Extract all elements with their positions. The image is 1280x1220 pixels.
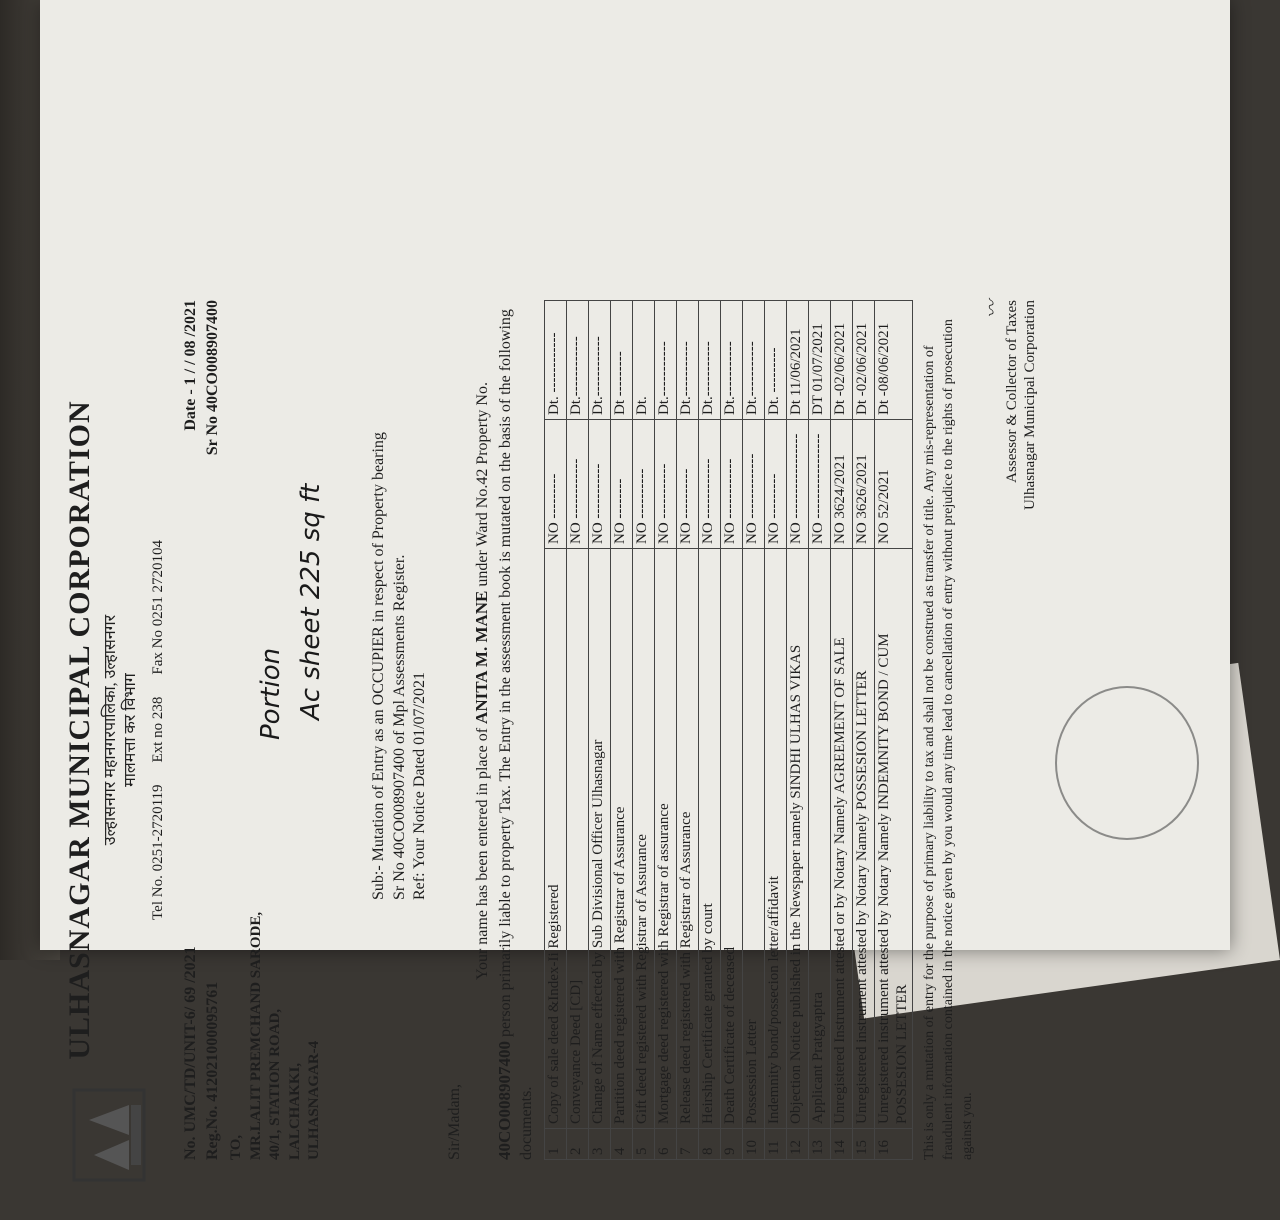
address-line: ULHASNAGAR-4 <box>306 1040 323 1160</box>
address-line: 40/1, STATION ROAD, <box>267 1008 284 1160</box>
row-description: Partition deed registered with Registrar of Assurance <box>610 549 632 1129</box>
row-doc-no: NO 3624/2021 <box>830 420 852 549</box>
row-doc-no: NO ---------- <box>632 420 654 549</box>
row-doc-no: NO ------------ <box>698 420 720 549</box>
row-description: Applicant Pratgyaptra <box>808 549 830 1129</box>
owner-name: ANITA M. MANE <box>472 590 492 724</box>
signature-scrawl: 〰 <box>981 300 1003 318</box>
table-row <box>830 301 852 1160</box>
row-doc-no: NO 3626/2021 <box>852 420 874 549</box>
row-date: Dt.----------- <box>676 301 698 420</box>
subject-block <box>369 300 431 900</box>
row-doc-no: NO ----------------- <box>786 420 808 549</box>
ref-number: No. UMC/TD/UNIT-6/ 69 /2021 <box>182 946 200 1160</box>
row-description: Objection Notice published in the Newspaper namely SINDHI ULHAS VIKAS <box>786 549 808 1129</box>
ref-date: Date - 1 / / 08 /2021 <box>182 300 200 431</box>
table-row <box>698 301 720 1160</box>
row-date: Dt.----------- <box>698 301 720 420</box>
fax-number: Fax No 0251 2720104 <box>149 540 166 675</box>
ref-row-1 <box>181 300 201 1160</box>
table-row <box>566 301 588 1160</box>
round-stamp <box>1055 686 1199 840</box>
table-row <box>720 301 742 1160</box>
row-description: Copy of sale deed &Index-Ii Registered <box>544 549 566 1129</box>
table-row <box>676 301 698 1160</box>
row-description: Unregistered instrument attested by Notary Namely POSSESION LETTER <box>852 549 874 1129</box>
table-row <box>764 301 786 1160</box>
corporation-logo-icon <box>59 1070 169 1200</box>
row-date: Dt.------------ <box>566 301 588 420</box>
row-number: 6 <box>654 1129 676 1160</box>
row-number: 13 <box>808 1129 830 1160</box>
row-doc-no: NO ------------ <box>720 420 742 549</box>
address-line: MR.LALIT PREMCHAND SARODE, <box>247 911 264 1160</box>
handwritten-sheet-note: Ac sheet 225 sq ft <box>296 483 326 720</box>
row-number: 4 <box>610 1129 632 1160</box>
signature-org: Ulhasnagar Municipal Corporation <box>1022 300 1039 510</box>
row-description: Gift deed registered with Registrar of Assurance <box>632 549 654 1129</box>
footer-disclaimer: This is only a mutation of entry for the purpose of primary liability to tax and shall not be construed as transfer of title. Any mis-representation of fraudulent information contained in the notice given by you would any time lead to cancellation of entry without prejudice to the rights of prosecution against you. <box>922 319 975 1160</box>
row-date: Dt. --------- <box>764 301 786 420</box>
tel-number: Tel No. 0251-2720119 <box>149 784 166 920</box>
row-doc-no: NO --------- <box>764 420 786 549</box>
row-number: 3 <box>588 1129 610 1160</box>
row-number: 16 <box>874 1129 913 1160</box>
table-row <box>742 301 764 1160</box>
documents-table <box>544 300 914 1160</box>
row-doc-no: NO ----------- <box>654 420 676 549</box>
contact-row <box>149 300 168 1160</box>
row-doc-no: NO ----------------- <box>808 420 830 549</box>
row-number: 10 <box>742 1129 764 1160</box>
body-paragraph: Your name has been entered in place of ANITA M. MANE under Ward No.42 Property No. 40CO008907400 person primarily liable to property Tax. The Entry in the assessment book is mutated on the basis of the following documents. <box>472 309 535 1160</box>
row-description: Mortgage deed registered with Registrar of assurance <box>654 549 676 1129</box>
row-description: Release deed registered with Registrar of Assurance <box>676 549 698 1129</box>
header-department-hindi: मालमत्ता कर विभाग <box>121 673 139 787</box>
ext-number: Ext no 238 <box>149 696 166 763</box>
row-date: Dt --------- <box>610 301 632 420</box>
property-number: 40CO008907400 <box>494 1041 514 1160</box>
row-doc-no: NO -------- <box>610 420 632 549</box>
subject-line: Sub:- Mutation of Entry as an OCCUPIER in respect of Property bearing <box>369 432 387 900</box>
ref-row-2 <box>203 300 223 1160</box>
row-number: 1 <box>544 1129 566 1160</box>
row-number: 2 <box>566 1129 588 1160</box>
row-date: Dt -02/06/2021 <box>830 301 852 420</box>
row-number: 14 <box>830 1129 852 1160</box>
row-date: Dt. <box>632 301 654 420</box>
row-doc-no: NO ------------ <box>566 420 588 549</box>
signature-block <box>982 300 1040 1160</box>
row-doc-no: NO --------- <box>544 420 566 549</box>
row-date: Dt.------------ <box>588 301 610 420</box>
row-date: Dt -02/06/2021 <box>852 301 874 420</box>
row-number: 11 <box>764 1129 786 1160</box>
row-number: 15 <box>852 1129 874 1160</box>
row-description: Unregistered Instrument attested or by Notary Namely AGREEMENT OF SALE <box>830 549 852 1129</box>
address-to: TO, <box>228 1134 245 1160</box>
row-number: 9 <box>720 1129 742 1160</box>
row-number: 12 <box>786 1129 808 1160</box>
row-doc-no: NO ------------- <box>742 420 764 549</box>
subject-line: Sr No 40CO008907400 of Mpl Assessments Register. <box>390 554 408 900</box>
row-date: Dt.----------- <box>654 301 676 420</box>
row-date: Dt 11/06/2021 <box>786 301 808 420</box>
table-row <box>610 301 632 1160</box>
row-date: Dt.----------- <box>742 301 764 420</box>
document-rotated <box>55 300 1195 1220</box>
table-row <box>632 301 654 1160</box>
row-description: Heirship Certificate granted by court <box>698 549 720 1129</box>
salutation: Sir/Madam, <box>446 1084 464 1160</box>
row-description: Indemnity bond/possecion letter/affidavit <box>764 549 786 1129</box>
row-date: Dt -08/06/2021 <box>874 301 913 420</box>
row-number: 7 <box>676 1129 698 1160</box>
row-doc-no: NO 52/2021 <box>874 420 913 549</box>
row-doc-no: NO ---------- <box>676 420 698 549</box>
table-row <box>544 301 566 1160</box>
subject-ref: Ref: Your Notice Dated 01/07/2021 <box>411 672 429 900</box>
reg-number: Reg.No. 412021000095761 <box>204 981 222 1160</box>
row-description: Death Certificate of deceased <box>720 549 742 1129</box>
row-description: Conveyance Deed [CD] <box>566 549 588 1129</box>
header-title-hindi: उल्हासनगर महानगरपालिका, उल्हासनगर <box>101 614 119 846</box>
row-description: Unregistered instrument attested by Notary Namely INDEMNITY BOND / CUM POSSESION LETTER <box>874 549 913 1129</box>
table-row <box>588 301 610 1160</box>
row-date: Dt. ------------ <box>544 301 566 420</box>
row-number: 5 <box>632 1129 654 1160</box>
document-sheet <box>40 0 1230 1160</box>
row-description: Change of Name effected by Sub Divisional Officer Ulhasnagar <box>588 549 610 1129</box>
signature-title: Assessor & Collector of Taxes <box>1004 300 1021 483</box>
table-row <box>786 301 808 1160</box>
sr-number: Sr No 40CO008907400 <box>204 300 222 456</box>
row-description: Possession Letter <box>742 549 764 1129</box>
handwritten-portion: Portion <box>256 647 286 740</box>
address-line: LALCHAKKI, <box>286 1062 303 1160</box>
header-title: ULHASNAGAR MUNICIPAL CORPORATION <box>63 400 96 1060</box>
row-doc-no: NO ----------- <box>588 420 610 549</box>
row-date: Dt.----------- <box>720 301 742 420</box>
row-number: 8 <box>698 1129 720 1160</box>
table-row <box>852 301 874 1160</box>
table-row <box>874 301 913 1160</box>
table-row <box>808 301 830 1160</box>
row-date: DT 01/07/2021 <box>808 301 830 420</box>
table-row <box>654 301 676 1160</box>
